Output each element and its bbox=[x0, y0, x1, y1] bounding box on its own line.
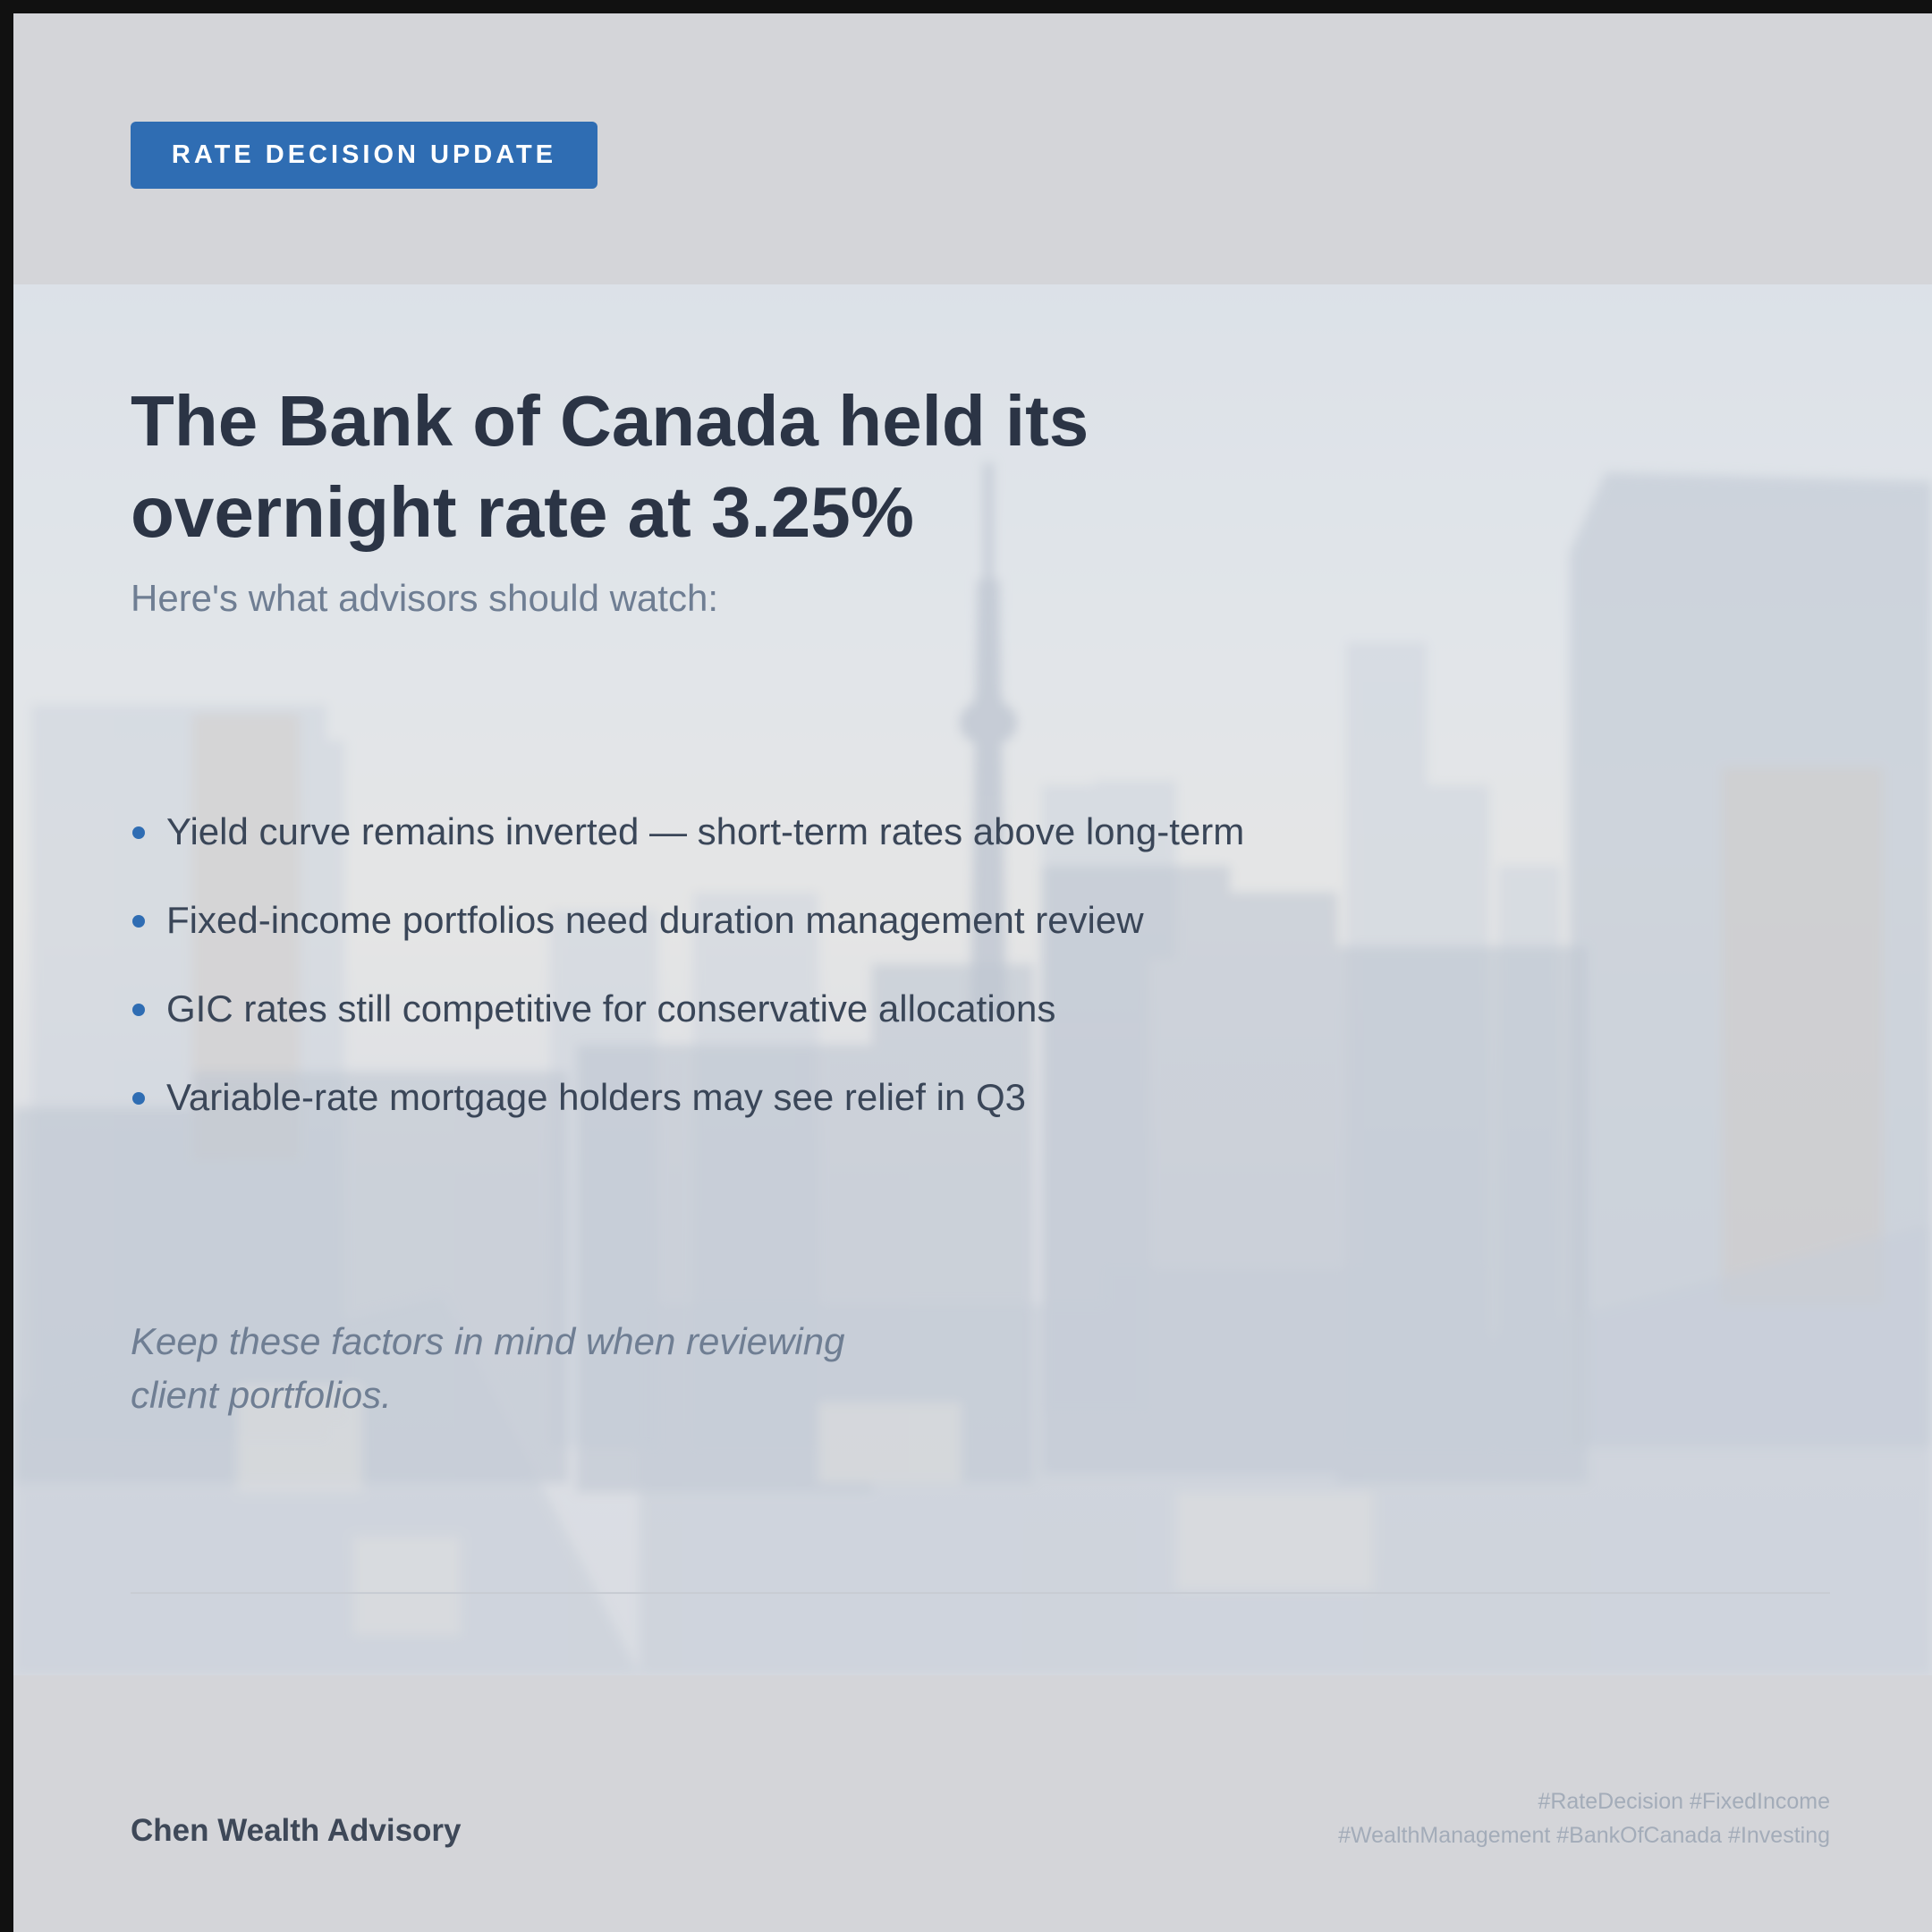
hashtags-line-2: #WealthManagement #BankOfCanada #Investing bbox=[1338, 1823, 1830, 1848]
bullet-dot-icon bbox=[132, 826, 145, 839]
brand-name: Chen Wealth Advisory bbox=[131, 1813, 462, 1848]
headline-line-2: overnight rate at 3.25% bbox=[131, 472, 914, 552]
list-item-text: GIC rates still competitive for conservative allocations bbox=[166, 987, 1056, 1030]
closing-note bbox=[131, 1315, 936, 1422]
closing-line-1: Keep these factors in mind when reviewing bbox=[131, 1320, 845, 1362]
post-card bbox=[13, 13, 1932, 1932]
list-item-text: Variable-rate mortgage holders may see relief in Q3 bbox=[166, 1076, 1027, 1118]
footer-divider bbox=[131, 1592, 1830, 1594]
rate-decision-badge: RATE DECISION UPDATE bbox=[131, 122, 597, 189]
bullet-dot-icon bbox=[132, 1004, 145, 1016]
hashtags-line-1: #RateDecision #FixedIncome bbox=[1538, 1789, 1830, 1814]
bullet-dot-icon bbox=[132, 915, 145, 928]
list-item bbox=[131, 898, 1244, 987]
list-item-text: Fixed-income portfolios need duration management review bbox=[166, 899, 1144, 941]
headline bbox=[131, 376, 1293, 558]
list-item bbox=[131, 1075, 1244, 1164]
closing-line-2: client portfolios. bbox=[131, 1374, 392, 1416]
hashtags bbox=[1114, 1784, 1830, 1852]
list-item bbox=[131, 987, 1244, 1075]
list-item bbox=[131, 809, 1244, 898]
subheadline: Here's what advisors should watch: bbox=[131, 577, 718, 619]
list-item-text: Yield curve remains inverted — short-term rates above long-term bbox=[166, 810, 1245, 852]
bullet-dot-icon bbox=[132, 1092, 145, 1105]
key-points-list bbox=[131, 809, 1244, 1164]
headline-line-1: The Bank of Canada held its bbox=[131, 381, 1089, 461]
